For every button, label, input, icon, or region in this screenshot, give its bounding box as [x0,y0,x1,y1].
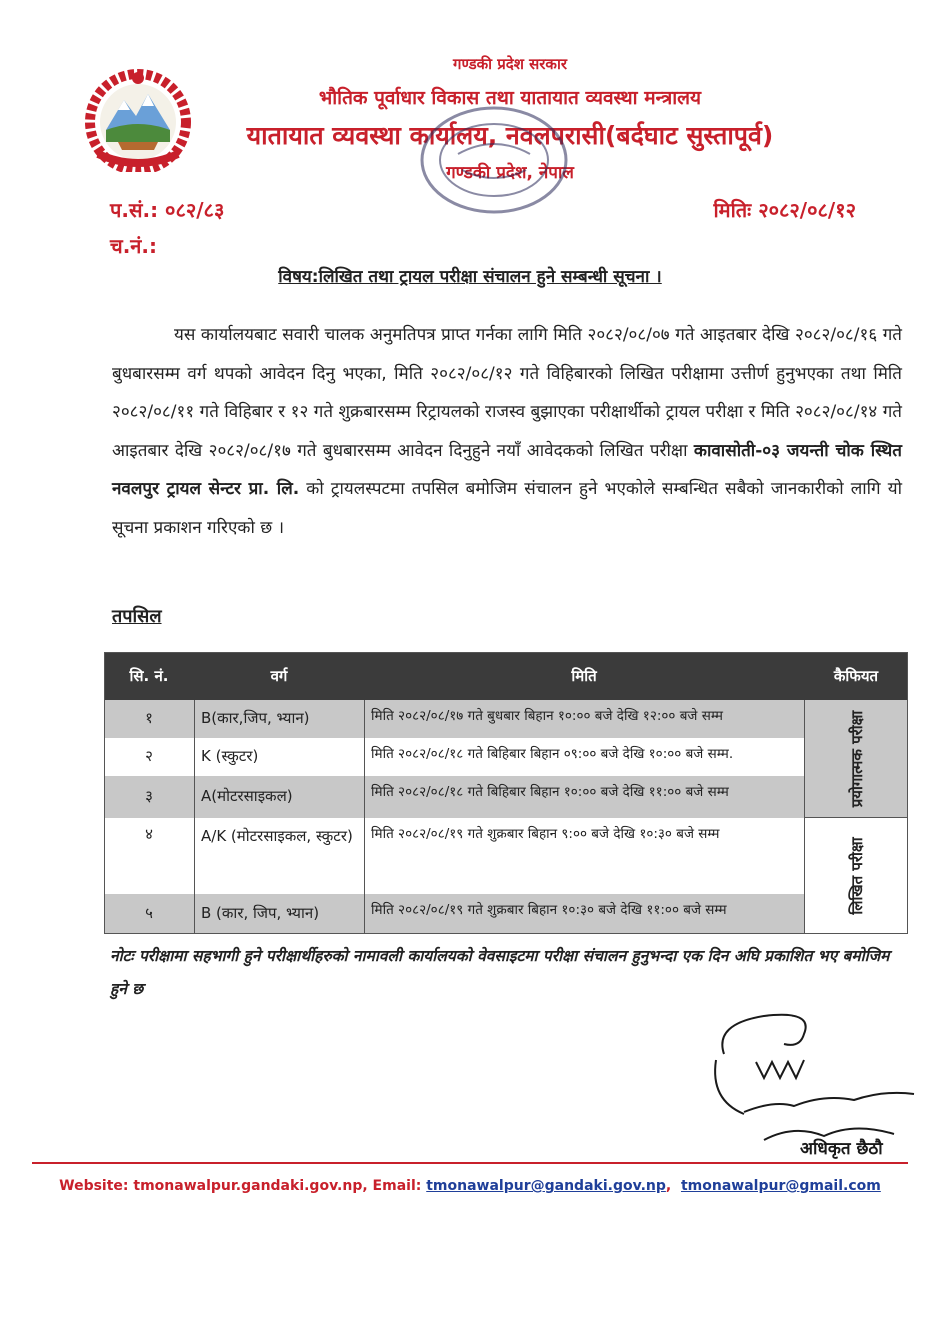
table-row [104,700,804,739]
col-header-category: वर्ग [270,667,288,685]
row-category: A/K (मोटरसाइकल, स्कुटर) [194,818,364,894]
footer-divider [32,1162,908,1164]
col-header-remarks: कैफियत [833,667,879,685]
remark-written: लिखित परीक्षा [847,837,866,915]
ministry-name: भौतिक पूर्वाधार विकास तथा यातायात व्यवस्था मन्त्रालय [318,87,702,109]
issue-date: मितिः २०८२/०८/१२ [713,198,856,222]
footer-contact: Website: tmonawalpur.gandaki.gov.np, Email: tmonawalpur@gandaki.gov.np, tmonawalpur@gmail.com [59,1178,881,1194]
row-category: A(मोटरसाइकल) [194,776,364,818]
col-header-date: मिति [571,667,597,685]
notice-note: नोटः परीक्षामा सहभागी हुने परीक्षार्थीहरुको नामावली कार्यालयको वेवसाइटमा परीक्षा संचालन हुनुभन्दा एक दिन अघि प्रकाशित भए बमोजिम हुने छ [110,947,890,998]
table-row [104,818,804,895]
office-name: यातायात व्यवस्था कार्यालय, नवलपरासी(बर्दघाट सुस्तापूर्व) [246,121,774,150]
row-category: B(कार,जिप, भ्यान) [194,700,364,738]
row-sn: २ [145,747,153,765]
row-date: मिति २०८२/०८/१८ गते बिहिबार बिहान १०:०० बजे देखि ११:०० बजे सम्म [364,776,804,818]
row-sn: १ [145,709,153,727]
table-row [104,738,804,777]
remark-practical-cell [804,700,908,818]
office-address: गण्डकी प्रदेश, नेपाल [446,163,574,183]
notice-subject: विषय:लिखित तथा ट्रायल परीक्षा संचालन हुने सम्बन्धी सूचना । [278,267,662,287]
row-sn: ४ [145,825,153,843]
officer-signature [704,1004,934,1162]
footer-website: Website: tmonawalpur.gandaki.gov.np, Email: [59,1178,422,1194]
reference-number: प.सं.: ०८२/८३ [110,198,225,222]
row-sn: ३ [145,787,153,805]
email-link-gmail[interactable]: tmonawalpur@gmail.com [680,1178,881,1194]
exam-schedule-table [104,652,908,934]
row-category: K (स्कुटर) [194,738,364,776]
row-date: मिति २०८२/०८/१७ गते बुधबार बिहान १०:०० बजे देखि १२:०० बजे सम्म [364,700,804,738]
row-date: मिति २०८२/०८/१८ गते बिहिबार बिहान ०९:०० बजे देखि १०:०० बजे सम्म. [364,738,804,776]
office-stamp [418,104,570,216]
table-row [104,894,804,934]
row-date: मिति २०८२/०८/१९ गते शुक्रबार बिहान १०:३० बजे देखि ११:०० बजे सम्म [364,894,804,934]
venue-name: कावासोती-०३ जयन्ती चोक स्थित नवलपुर ट्रायल सेन्टर प्रा. लि. [112,440,902,499]
email-link-gandaki[interactable]: tmonawalpur@gandaki.gov.np [426,1178,666,1194]
schedule-heading: तपसिल [112,606,162,627]
row-sn: ५ [145,904,153,922]
row-date: मिति २०८२/०८/१९ गते शुक्रबार बिहान ९:०० बजे देखि १०:३० बजे सम्म [364,818,804,894]
govt-name: गण्डकी प्रदेश सरकार [453,55,567,73]
remark-written-cell [804,818,908,934]
notice-body [112,316,902,547]
row-category: B (कार, जिप, भ्यान) [194,894,364,934]
dispatch-number: च.नं.: [110,234,157,258]
nepal-emblem-logo [84,68,192,172]
table-header [104,652,908,700]
remark-practical: प्रयोगात्मक परीक्षा [847,710,866,807]
body-text-part2: को ट्रायलस्पटमा तपसिल बमोजिम संचालन हुने भएकोले सम्बन्धित सबैको जानकारीको लागि यो सूचना प्रकाशन गरिएको छ । [112,479,903,538]
col-header-sn: सि. नं. [129,667,169,685]
body-text-part1: यस कार्यालयबाट सवारी चालक अनुमतिपत्र प्राप्त गर्नका लागि मिति २०८२/०८/०७ गते आइतबार देखि २०८२/०८/१६ गते बुधबारसम्म वर्ग थपको आवेदन दिनु भएका, मिति २०८२/०८/१२ गते विहिबारको लिखित परीक्षामा उत्तीर्ण हुनुभएका तथा मिति २०८२/०८/११ गते विहिबार र १२ गते शुक्रबारसम्म रिट्रायलको राजस्व बुझाएका परीक्षार्थीको ट्रायल परीक्षा र मिति २०८२/०८/१४ गते आइतबार देखि २०८२/०८/१७ गते बुधबारसम्म आवेदन दिनुहुने नयाँ आवेदकको लिखित परीक्षा [112,325,902,461]
signature-title: अधिकृत छैठौ [800,1139,883,1159]
table-row [104,776,804,819]
